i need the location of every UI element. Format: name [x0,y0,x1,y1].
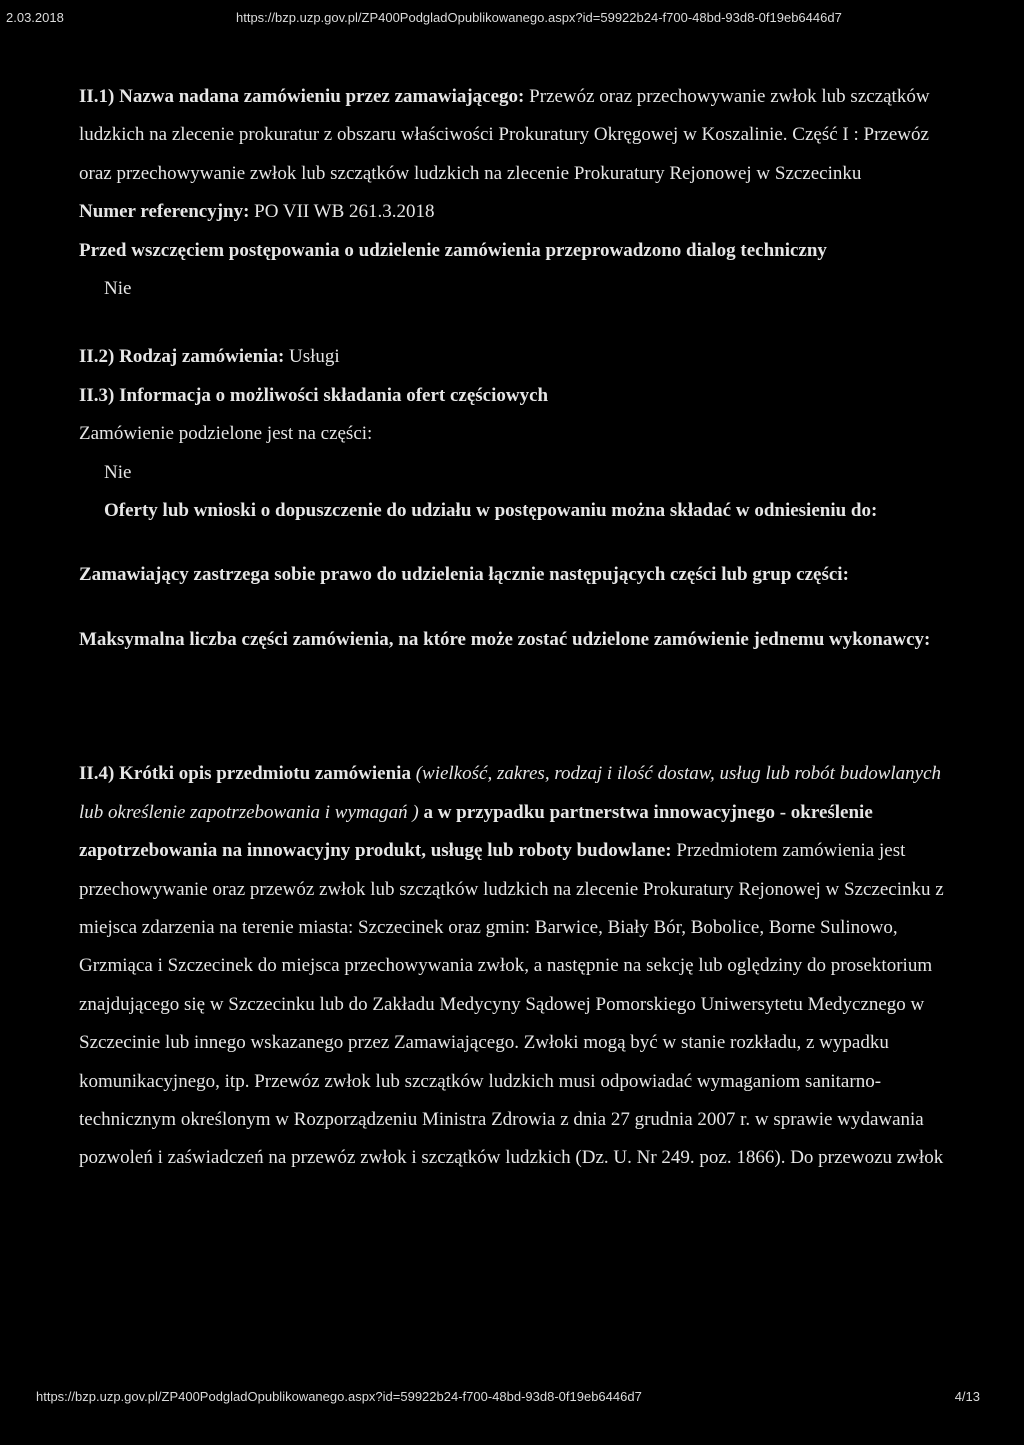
max-parts-label: Maksymalna liczba części zamówienia, na które może zostać udzielone zamówienie jednemu wykonawcy: [79,628,931,650]
technical-dialog-value: Nie [104,278,132,300]
section-2-4-innovation-label: a w przypadku partnerstwa innowacyjnego - określenie zapotrzebowania na innowacyjny produkt, usługę lub roboty budowlane: [79,801,873,862]
section-2-4-label: II.4) Krótki opis przedmiotu zamówienia [79,763,411,785]
reserve-right-label: Zamawiający zastrzega sobie prawo do udzielenia łącznie następujących części lub grup części: [79,564,849,586]
section-2-4-italic-note: (wielkość, zakres, rodzaj i ilość dostaw, usług lub robót budowlanych lub określenie zapotrzebowania i wymagań ) [79,763,942,823]
reference-number-label: Numer referencyjny: [79,201,250,223]
section-2-4-body: Przedmiotem zamówienia jest przechowywanie oraz przewóz zwłok lub szczątków ludzkich na zlecenie Prokuratury Rejonowej w Szczecinku z miejsca zdarzenia na terenie miasta: Szczecinek oraz gmin: Barwice, Biały Bór, Bobolice, Borne Sulinowo, Grzmiąca i Szczecinek do miejsca przechowywania zwłok, a następnie na sekcję lub oględziny do prosektorium znajdującego się w Szczecinku lub do Zakładu Medycyny Sądowej Pomorskiego Uniwersytetu Medycznego w Szczecinie lub innego wskazanego przez Zamawiającego. Zwłoki mogą być w stanie rozkładu, z wypadku komunikacyjnego, itp. Przewóz zwłok lub szczątków ludzkich musi odpowiadać wymaganiom sanitarno-technicznym określonym w Rozporządzeniu Ministra Zdrowia z dnia 27 grudnia 2007 r. w sprawie wydawania pozwoleń i zaświadczeń na przewóz zwłok i szczątków ludzkich (Dz. U. Nr 249. poz. 1866). Do przewozu zwłok [79,840,944,1169]
offers-scope-label: Oferty lub wnioski o dopuszczenie do udziału w postępowaniu można składać w odniesieniu do: [104,500,878,522]
section-2-2-value: Usługi [289,346,340,368]
spacer [79,659,959,755]
reference-number-value: PO VII WB 261.3.2018 [254,201,435,223]
print-date: 2.03.2018 [6,10,64,25]
section-2-3-label: II.3) Informacja o możliwości składania ofert częściowych [79,384,549,406]
document-body [79,78,959,1178]
section-2-4-description [79,755,959,1177]
section-2-1-value: Przewóz oraz przechowywanie zwłok lub szczątków ludzkich na zlecenie prokuratur z obszaru właściwości Prokuratury Okręgowej w Koszalinie. Część I : Przewóz oraz przechowywanie zwłok lub szczątków ludzkich na zlecenie Prokuratury Rejonowej w Szczecinku [79,86,930,184]
section-2-2-type [79,338,959,376]
divided-parts-value: Nie [104,461,132,483]
section-2-1-name [79,78,959,193]
spacer [79,308,959,338]
technical-dialog-label: Przed wszczęciem postępowania o udzielenie zamówienia przeprowadzono dialog techniczny [79,239,827,261]
divided-parts-label: Zamówienie podzielone jest na części: [79,423,373,445]
footer-url: https://bzp.uzp.gov.pl/ZP400PodgladOpublikowanego.aspx?id=59922b24-f700-48bd-93d8-0f19eb6446d7 [36,1389,642,1404]
print-footer [36,1389,980,1409]
spacer [79,595,959,621]
print-url: https://bzp.uzp.gov.pl/ZP400PodgladOpublikowanego.aspx?id=59922b24-f700-48bd-93d8-0f19eb6446d7 [236,10,842,25]
spacer [79,530,959,556]
section-2-1-label: II.1) Nazwa nadana zamówieniu przez zamawiającego: [79,86,525,107]
reference-number [79,193,959,231]
print-header [6,10,1018,30]
page-number: 4/13 [954,1389,980,1404]
section-2-2-label: II.2) Rodzaj zamówienia: [79,346,285,368]
